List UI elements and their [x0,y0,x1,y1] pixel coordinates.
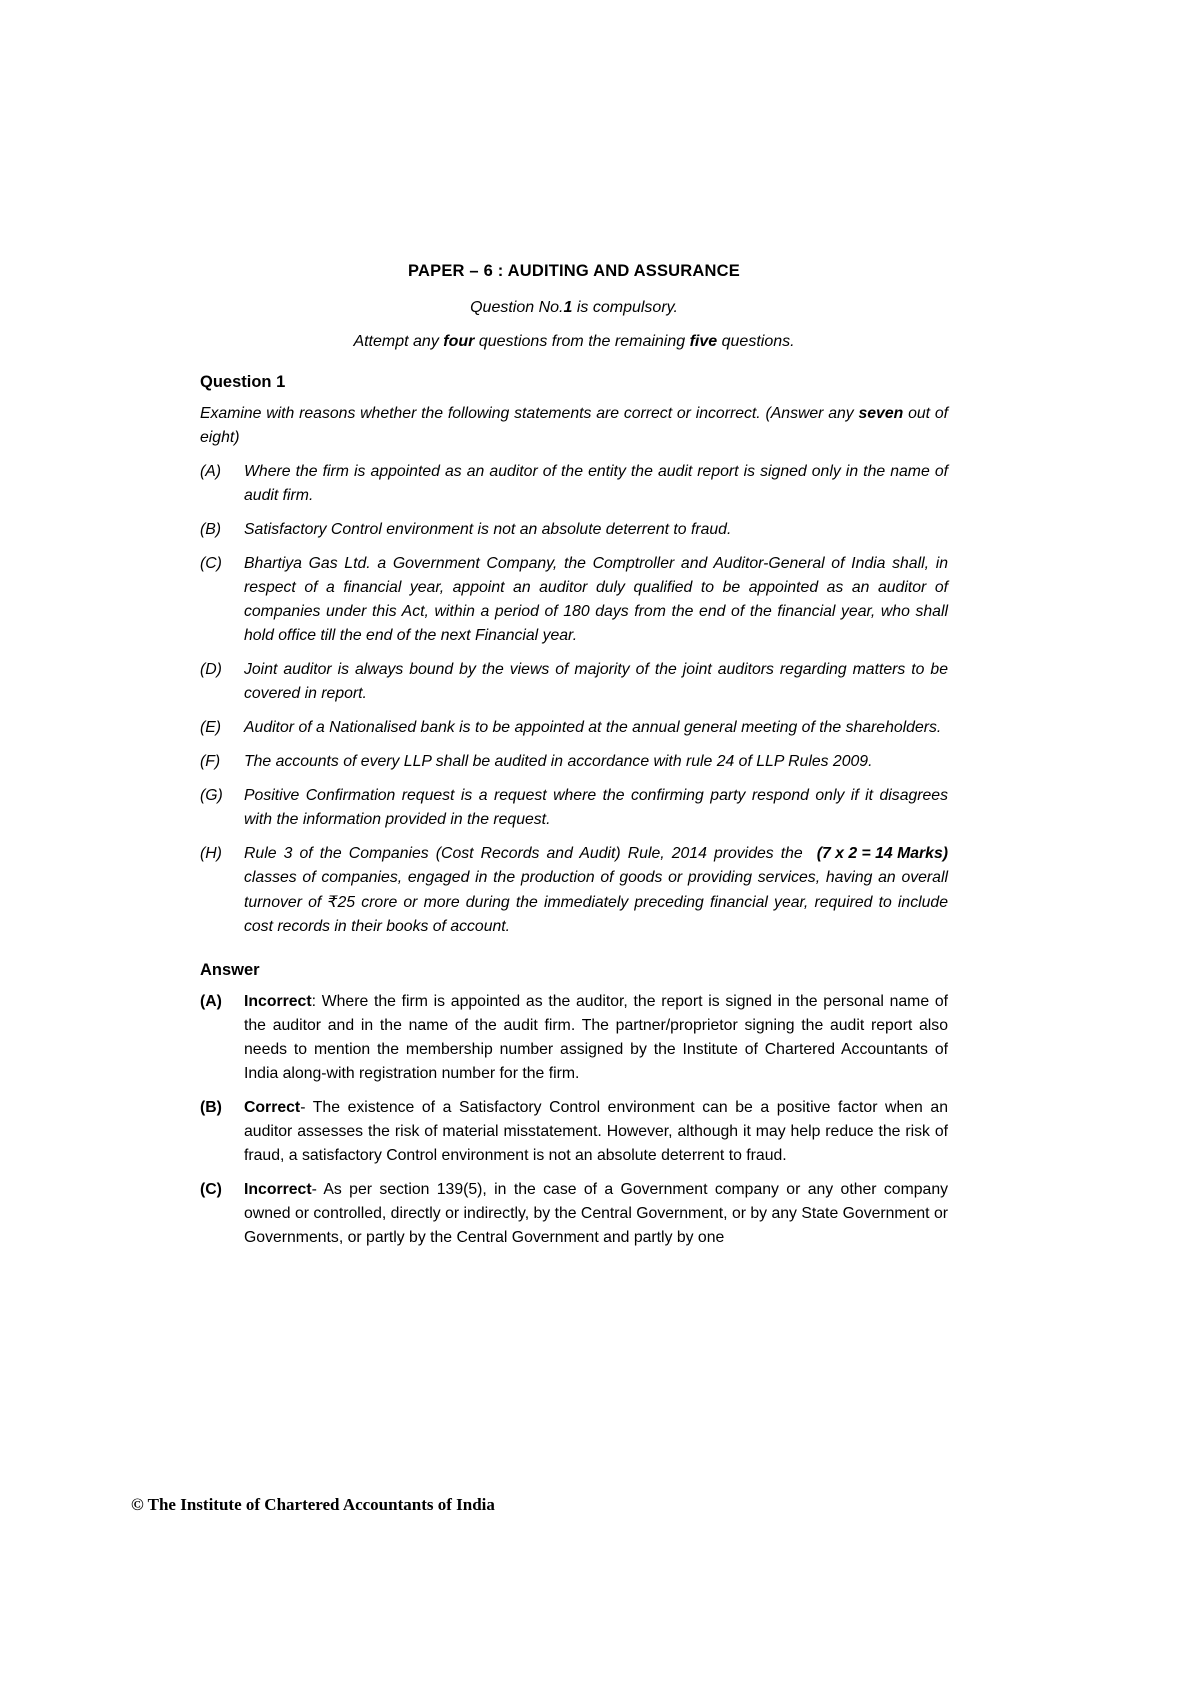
question-stem-seven: seven [858,405,904,422]
footer-copyright: © The Institute of Chartered Accountants of India [131,1495,495,1514]
list-item-marker: (D) [200,661,222,678]
answer-heading: Answer [200,961,260,979]
list-item-text-part-1: Rule 3 of the Companies (Cost Records and Audit) Rule, 2014 provides the classes of companies, engaged in the production of goods or providing services, having an overall turnover of [244,845,948,911]
answer-item-text [244,990,948,1086]
answer-item-body: - The existence of a Satisfactory Control environment can be a positive factor when an auditor assesses the risk of material misstatement. However, although it may help reduce the risk of fraud, a satisfactory Control environment is not an absolute deterrent to fraud. [244,1099,948,1164]
list-item [200,658,948,706]
answer-item [200,1096,948,1168]
instruction-attempt [200,333,948,351]
answer-item [200,990,948,1086]
list-item [200,552,948,648]
list-item [200,518,948,542]
answer-item-body: - As per section 139(5), in the case of a Government company or any other company owned or controlled, directly or indirectly, by the Central Government, or by any State Government or Governments, or partly by the Central Government and partly by one [244,1181,948,1246]
list-item-text: The accounts of every LLP shall be audited in accordance with rule 24 of LLP Rules 2009. [244,753,873,770]
answer-verdict: Correct [244,1099,301,1116]
list-item-text [244,842,948,939]
list-item-text: Joint auditor is always bound by the views of majority of the joint auditors regarding matters to be covered in report. [244,661,948,702]
page-title: PAPER – 6 : AUDITING AND ASSURANCE [408,262,740,280]
list-item-text: Where the firm is appointed as an auditor of the entity the audit report is signed only in the name of audit firm. [244,463,948,504]
marks-label: (7 x 2 = 14 Marks) [816,845,948,862]
question-stem-a: Examine with reasons whether the following statements are correct or incorrect. (Answer any [200,405,859,422]
instruction-attempt-e: questions. [717,333,795,350]
list-item-marker: (F) [200,753,221,770]
answer-item [200,1178,948,1250]
list-item-marker: (B) [200,521,222,538]
rupee-icon: ₹ [327,892,338,911]
list-item [200,716,948,740]
question-heading: Question 1 [200,373,286,391]
answer-verdict: Incorrect [244,993,312,1010]
answer-item-text [244,1178,948,1250]
list-item-text: Bhartiya Gas Ltd. a Government Company, the Comptroller and Auditor-General of India shall, in respect of a financial year, appoint an auditor duly qualified to be appointed as an auditor of companies under this Act, within a period of 180 days from the end of the financial year, who shall hold office till the end of the next Financial year. [244,555,948,644]
answer-item-marker: (C) [200,1181,222,1198]
list-item-text: Positive Confirmation request is a request where the confirming party respond only if it disagrees with the information provided in the request. [244,787,948,828]
list-item-marker: (C) [200,555,222,572]
instruction-compulsory-number: 1 [563,299,573,316]
list-item-text: Auditor of a Nationalised bank is to be appointed at the annual general meeting of the shareholders. [244,719,942,736]
list-item [200,842,948,939]
answer-verdict: Incorrect [244,1181,312,1198]
document-content [200,262,948,1260]
list-item [200,784,948,832]
list-item-marker: (H) [200,845,222,862]
answer-item-body: : Where the firm is appointed as the auditor, the report is signed in the personal name of the auditor and in the name of the audit firm. The partner/proprietor signing the audit report also needs to mention the membership number assigned by the Institute of Chartered Accountants of India along-with registration number for the firm. [244,993,948,1082]
answer-item-marker: (A) [200,993,222,1010]
instruction-compulsory-suffix: is compulsory. [572,299,678,316]
list-item-marker: (E) [200,719,222,736]
question-stem-c: out of eight) [200,405,949,446]
answer-item-marker: (B) [200,1099,222,1116]
list-item-text: Satisfactory Control environment is not an absolute deterrent to fraud. [244,521,732,538]
list-item-marker: (A) [200,463,222,480]
instruction-compulsory [200,299,948,317]
instruction-attempt-remaining: five [689,333,718,350]
answer-item-text [244,1096,948,1168]
instruction-compulsory-prefix: Question No. [470,299,564,316]
list-item-text-part-2: 25 crore or more during the immediately preceding financial year, required to include cost records in their books of account. [244,894,948,935]
list-item-marker: (G) [200,787,223,804]
instruction-attempt-count: four [443,333,475,350]
instruction-attempt-c: questions from the remaining [474,333,690,350]
instruction-attempt-a: Attempt any [353,333,444,350]
list-item [200,460,948,508]
list-item [200,750,948,774]
question-stem [200,402,948,450]
